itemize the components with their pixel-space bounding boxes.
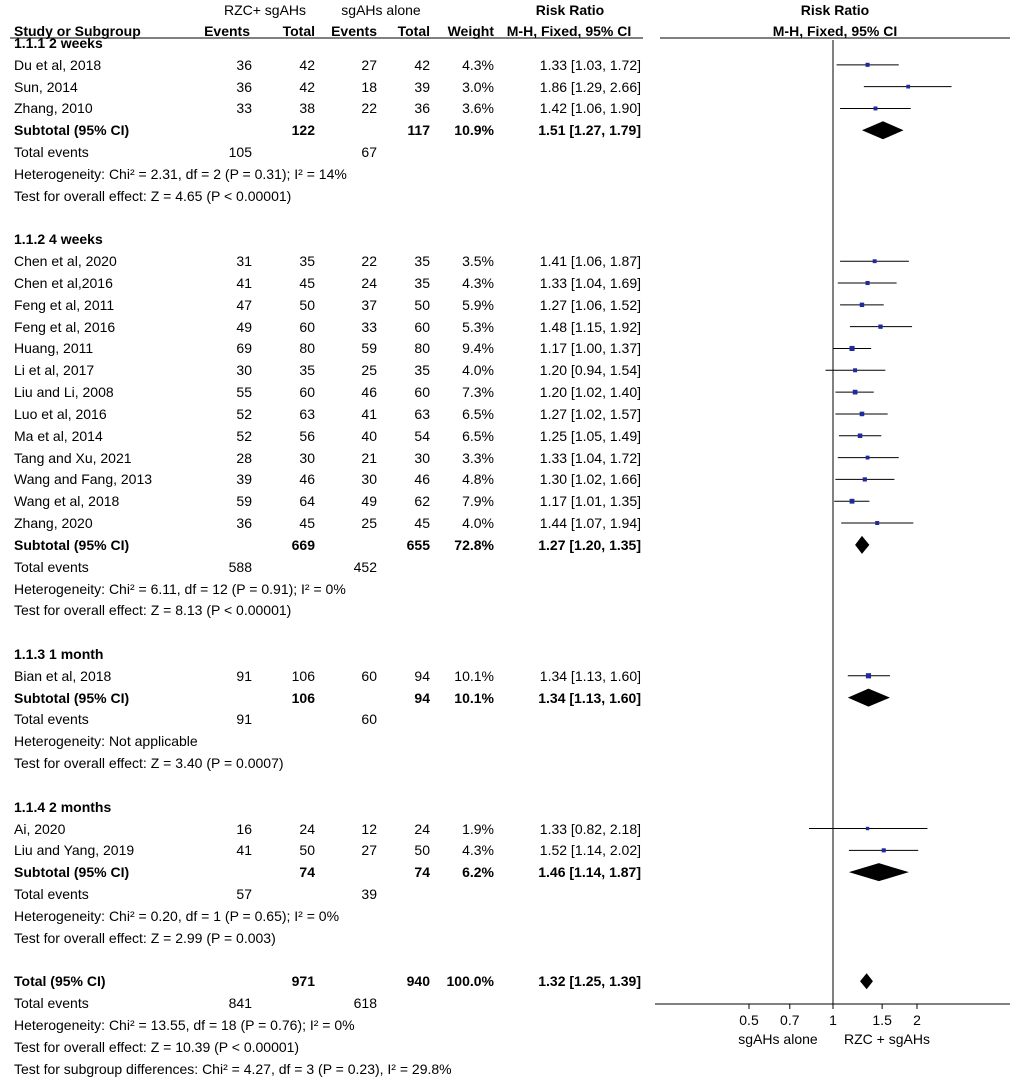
- study-w: 7.9%: [462, 493, 494, 510]
- subtotal-ci: 1.34 [1.13, 1.60]: [538, 689, 641, 706]
- study-label: Tang and Xu, 2021: [14, 449, 132, 466]
- study-w: 5.3%: [462, 318, 494, 335]
- study-t2: 94: [414, 667, 430, 684]
- study-ci: 1.20 [0.94, 1.54]: [539, 362, 641, 379]
- heading-label: 1.1.4 2 months: [14, 798, 112, 815]
- study-marker: [874, 107, 878, 111]
- study-e2: 22: [361, 100, 377, 117]
- study-w: 3.3%: [462, 449, 494, 466]
- study-e2: 33: [361, 318, 377, 335]
- col-total1-header: Total: [282, 23, 315, 39]
- heading-label: 1.1.3 1 month: [14, 645, 104, 662]
- study-t1: 35: [299, 362, 315, 379]
- note-label: Test for overall effect: Z = 8.13 (P < 0.00001): [14, 602, 292, 619]
- study-w: 10.1%: [454, 667, 494, 684]
- study-label: Chen et al,2016: [14, 275, 113, 292]
- note-label: Heterogeneity: Chi² = 0.20, df = 1 (P = 0.65); I² = 0%: [14, 907, 340, 924]
- study-marker: [875, 521, 879, 525]
- study-t1: 60: [299, 384, 315, 401]
- study-e1: 30: [236, 362, 252, 379]
- study-e1: 59: [236, 493, 252, 510]
- study-label: Ma et al, 2014: [14, 427, 103, 444]
- study-w: 6.5%: [462, 405, 494, 422]
- study-w: 7.3%: [462, 384, 494, 401]
- x-tick-label: 1.5: [872, 1012, 892, 1028]
- study-e1: 16: [236, 820, 252, 837]
- study-e2: 60: [361, 667, 377, 684]
- events-label: Total events: [14, 558, 89, 575]
- study-label: Wang et al, 2018: [14, 493, 120, 510]
- study-ci: 1.20 [1.02, 1.40]: [539, 384, 641, 401]
- study-marker: [878, 325, 882, 329]
- study-e2: 25: [361, 515, 377, 532]
- study-e2: 30: [361, 471, 377, 488]
- study-marker: [866, 827, 869, 830]
- subtotal-t2: 117: [407, 122, 430, 139]
- plot-method: M-H, Fixed, 95% CI: [772, 23, 898, 39]
- col-study-header: Study or Subgroup: [14, 23, 141, 39]
- axis-left-label: sgAHs alone: [738, 1031, 818, 1047]
- heading-label: 1.1.2 4 weeks: [14, 231, 103, 248]
- study-label: Li et al, 2017: [14, 362, 95, 379]
- x-tick-label: 1: [829, 1012, 837, 1028]
- study-t1: 24: [299, 820, 315, 837]
- group2-header: sgAHs alone: [341, 2, 421, 18]
- study-marker: [850, 499, 855, 504]
- axis-right-label: RZC + sgAHs: [844, 1031, 930, 1047]
- study-e1: 28: [236, 449, 252, 466]
- subtotal-ci: 1.27 [1.20, 1.35]: [538, 536, 641, 553]
- study-ci: 1.33 [1.04, 1.69]: [539, 275, 641, 292]
- study-ci: 1.33 [1.04, 1.72]: [539, 449, 641, 466]
- subtotal-t2: 655: [406, 536, 430, 553]
- subtotal-label: Subtotal (95% CI): [14, 536, 130, 553]
- note-label: Test for overall effect: Z = 10.39 (P < 0.00001): [14, 1038, 300, 1055]
- study-e1: 33: [236, 100, 252, 117]
- study-e2: 37: [361, 296, 377, 313]
- study-t2: 50: [414, 296, 430, 313]
- study-ci: 1.27 [1.02, 1.57]: [539, 405, 641, 422]
- study-t2: 24: [414, 820, 430, 837]
- study-ci: 1.33 [0.82, 2.18]: [539, 820, 641, 837]
- study-t2: 42: [414, 56, 430, 73]
- study-ci: 1.48 [1.15, 1.92]: [539, 318, 641, 335]
- events-e2: 39: [361, 885, 377, 902]
- study-e1: 69: [236, 340, 252, 357]
- study-e1: 55: [236, 384, 252, 401]
- study-ci: 1.27 [1.06, 1.52]: [539, 296, 641, 313]
- study-e2: 22: [361, 253, 377, 270]
- study-marker: [863, 477, 867, 481]
- study-t2: 60: [414, 318, 430, 335]
- note-label: Test for overall effect: Z = 3.40 (P = 0.0007): [14, 755, 284, 772]
- note-label: Heterogeneity: Chi² = 6.11, df = 12 (P = 0.91); I² = 0%: [14, 580, 346, 597]
- study-label: Huang, 2011: [14, 340, 94, 357]
- study-t2: 45: [414, 515, 430, 532]
- study-e1: 41: [236, 275, 252, 292]
- subtotal-w: 10.9%: [454, 122, 494, 139]
- study-ci: 1.42 [1.06, 1.90]: [539, 100, 641, 117]
- study-ci: 1.17 [1.00, 1.37]: [539, 340, 641, 357]
- study-label: Ai, 2020: [14, 820, 66, 837]
- study-marker: [858, 433, 863, 438]
- study-label: Du et al, 2018: [14, 56, 102, 73]
- total-t2: 940: [406, 973, 430, 990]
- col-rr-header: M-H, Fixed, 95% CI: [506, 23, 632, 39]
- heading-label: 1.1.1 2 weeks: [14, 35, 103, 51]
- events-label: Total events: [14, 995, 89, 1012]
- x-tick-label: 2: [913, 1012, 921, 1028]
- group1-header: RZC+ sgAHs: [223, 2, 307, 18]
- study-t2: 35: [414, 362, 430, 379]
- note-label: Heterogeneity: Not applicable: [14, 733, 198, 750]
- subtotal-t1: 669: [291, 536, 315, 553]
- note-label: Heterogeneity: Chi² = 13.55, df = 18 (P = 0.76); I² = 0%: [14, 1016, 355, 1033]
- note-label: Test for subgroup differences: Chi² = 4.27, df = 3 (P = 0.23), I² = 29.8%: [14, 1060, 452, 1077]
- events-label: Total events: [14, 885, 89, 902]
- study-t2: 50: [414, 842, 430, 859]
- subtotal-diamond: [848, 689, 890, 707]
- col-total2-header: Total: [397, 23, 430, 39]
- events-e1: 841: [228, 995, 252, 1012]
- total-w: 100.0%: [446, 973, 494, 990]
- study-label: Feng et al, 2011: [14, 296, 115, 313]
- study-t2: 63: [414, 405, 430, 422]
- study-marker: [866, 63, 870, 67]
- subtotal-diamond: [862, 121, 904, 139]
- subtotal-diamond: [849, 863, 909, 881]
- study-marker: [866, 456, 870, 460]
- study-label: Bian et al, 2018: [14, 667, 112, 684]
- study-e2: 27: [361, 56, 377, 73]
- study-label: Wang and Fang, 2013: [14, 471, 153, 488]
- study-e1: 36: [236, 56, 252, 73]
- subtotal-label: Subtotal (95% CI): [14, 864, 130, 881]
- study-e2: 41: [361, 405, 377, 422]
- study-e2: 25: [361, 362, 377, 379]
- study-marker: [882, 848, 886, 852]
- subtotal-t1: 122: [291, 122, 315, 139]
- x-tick-label: 0.5: [739, 1012, 759, 1028]
- subtotal-t2: 74: [414, 864, 430, 881]
- rr-column-title: Risk Ratio: [535, 2, 605, 18]
- study-ci: 1.34 [1.13, 1.60]: [539, 667, 641, 684]
- study-marker: [853, 390, 858, 395]
- study-t1: 35: [299, 253, 315, 270]
- study-e2: 21: [361, 449, 377, 466]
- study-label: Luo et al, 2016: [14, 405, 107, 422]
- study-w: 4.0%: [462, 362, 494, 379]
- study-w: 4.8%: [462, 471, 494, 488]
- study-e1: 41: [236, 842, 252, 859]
- subtotal-w: 6.2%: [462, 864, 494, 881]
- study-marker: [849, 346, 854, 351]
- study-ci: 1.33 [1.03, 1.72]: [539, 56, 641, 73]
- total-diamond: [860, 973, 873, 989]
- subtotal-t1: 106: [291, 689, 315, 706]
- study-t1: 42: [299, 56, 315, 73]
- study-w: 4.3%: [462, 56, 494, 73]
- subtotal-w: 72.8%: [454, 536, 494, 553]
- study-t2: 62: [414, 493, 430, 510]
- events-e1: 91: [236, 711, 252, 728]
- note-label: Test for overall effect: Z = 4.65 (P < 0.00001): [14, 187, 292, 204]
- events-e1: 57: [236, 885, 252, 902]
- study-e1: 36: [236, 515, 252, 532]
- study-e1: 31: [236, 253, 252, 270]
- study-t1: 50: [299, 842, 315, 859]
- study-t2: 35: [414, 253, 430, 270]
- study-label: Zhang, 2020: [14, 515, 93, 532]
- study-ci: 1.41 [1.06, 1.87]: [539, 253, 641, 270]
- study-w: 4.3%: [462, 842, 494, 859]
- subtotal-t1: 74: [299, 864, 315, 881]
- total-ci: 1.32 [1.25, 1.39]: [538, 973, 641, 990]
- study-marker: [866, 673, 871, 678]
- study-e1: 91: [236, 667, 252, 684]
- study-t2: 46: [414, 471, 430, 488]
- study-e1: 47: [236, 296, 252, 313]
- study-t2: 54: [414, 427, 430, 444]
- study-t1: 56: [299, 427, 315, 444]
- study-e2: 24: [361, 275, 377, 292]
- subtotal-label: Subtotal (95% CI): [14, 689, 130, 706]
- study-marker: [906, 85, 910, 89]
- study-e1: 52: [236, 405, 252, 422]
- study-t2: 39: [414, 78, 430, 95]
- study-w: 3.6%: [462, 100, 494, 117]
- study-t1: 45: [299, 515, 315, 532]
- study-e1: 49: [236, 318, 252, 335]
- study-e2: 27: [361, 842, 377, 859]
- study-label: Feng et al, 2016: [14, 318, 116, 335]
- subtotal-label: Subtotal (95% CI): [14, 122, 130, 139]
- plot-title: Risk Ratio: [800, 2, 870, 18]
- study-e2: 18: [361, 78, 377, 95]
- events-label: Total events: [14, 144, 89, 161]
- study-label: Sun, 2014: [14, 78, 78, 95]
- study-t2: 60: [414, 384, 430, 401]
- study-t1: 63: [299, 405, 315, 422]
- study-marker: [853, 368, 857, 372]
- study-ci: 1.30 [1.02, 1.66]: [539, 471, 641, 488]
- events-e1: 588: [228, 558, 252, 575]
- col-events1-header: Events: [204, 23, 250, 39]
- study-e1: 39: [236, 471, 252, 488]
- study-w: 5.9%: [462, 296, 494, 313]
- study-e2: 40: [361, 427, 377, 444]
- study-t1: 80: [299, 340, 315, 357]
- study-w: 9.4%: [462, 340, 494, 357]
- study-ci: 1.17 [1.01, 1.35]: [539, 493, 641, 510]
- x-tick-label: 0.7: [780, 1012, 800, 1028]
- study-marker: [860, 412, 865, 417]
- total-label: Total (95% CI): [14, 973, 106, 990]
- events-e2: 452: [353, 558, 377, 575]
- study-e2: 46: [361, 384, 377, 401]
- study-t1: 106: [291, 667, 315, 684]
- study-t1: 64: [299, 493, 315, 510]
- study-t1: 60: [299, 318, 315, 335]
- study-label: Liu and Yang, 2019: [14, 842, 135, 859]
- subtotal-w: 10.1%: [454, 689, 494, 706]
- study-e2: 12: [361, 820, 377, 837]
- events-e2: 60: [361, 711, 377, 728]
- events-e1: 105: [228, 144, 252, 161]
- subtotal-diamond: [855, 536, 869, 554]
- col-events2-header: Events: [331, 23, 377, 39]
- study-t1: 30: [299, 449, 315, 466]
- study-label: Liu and Li, 2008: [14, 384, 114, 401]
- study-label: Chen et al, 2020: [14, 253, 117, 270]
- study-e1: 36: [236, 78, 252, 95]
- study-label: Zhang, 2010: [14, 100, 93, 117]
- subtotal-ci: 1.51 [1.27, 1.79]: [538, 122, 641, 139]
- study-t1: 46: [299, 471, 315, 488]
- events-e2: 618: [353, 995, 377, 1012]
- study-w: 1.9%: [462, 820, 494, 837]
- study-t2: 35: [414, 275, 430, 292]
- study-marker: [873, 259, 877, 263]
- study-e2: 59: [361, 340, 377, 357]
- study-w: 6.5%: [462, 427, 494, 444]
- study-w: 3.5%: [462, 253, 494, 270]
- study-ci: 1.25 [1.05, 1.49]: [539, 427, 641, 444]
- study-t2: 36: [414, 100, 430, 117]
- subtotal-t2: 94: [414, 689, 430, 706]
- study-w: 4.3%: [462, 275, 494, 292]
- study-ci: 1.86 [1.29, 2.66]: [539, 78, 641, 95]
- study-t2: 30: [414, 449, 430, 466]
- study-w: 3.0%: [462, 78, 494, 95]
- study-t1: 45: [299, 275, 315, 292]
- study-e1: 52: [236, 427, 252, 444]
- total-t1: 971: [291, 973, 315, 990]
- study-e2: 49: [361, 493, 377, 510]
- note-label: Test for overall effect: Z = 2.99 (P = 0.003): [14, 929, 276, 946]
- study-marker: [866, 281, 870, 285]
- note-label: Heterogeneity: Chi² = 2.31, df = 2 (P = 0.31); I² = 14%: [14, 165, 347, 182]
- study-t1: 38: [299, 100, 315, 117]
- study-ci: 1.52 [1.14, 2.02]: [539, 842, 641, 859]
- study-t2: 80: [414, 340, 430, 357]
- study-t1: 42: [299, 78, 315, 95]
- study-ci: 1.44 [1.07, 1.94]: [539, 515, 641, 532]
- study-t1: 50: [299, 296, 315, 313]
- subtotal-ci: 1.46 [1.14, 1.87]: [538, 864, 641, 881]
- study-marker: [860, 303, 864, 307]
- events-e2: 67: [361, 144, 377, 161]
- events-label: Total events: [14, 711, 89, 728]
- study-w: 4.0%: [462, 515, 494, 532]
- col-weight-header: Weight: [447, 23, 494, 39]
